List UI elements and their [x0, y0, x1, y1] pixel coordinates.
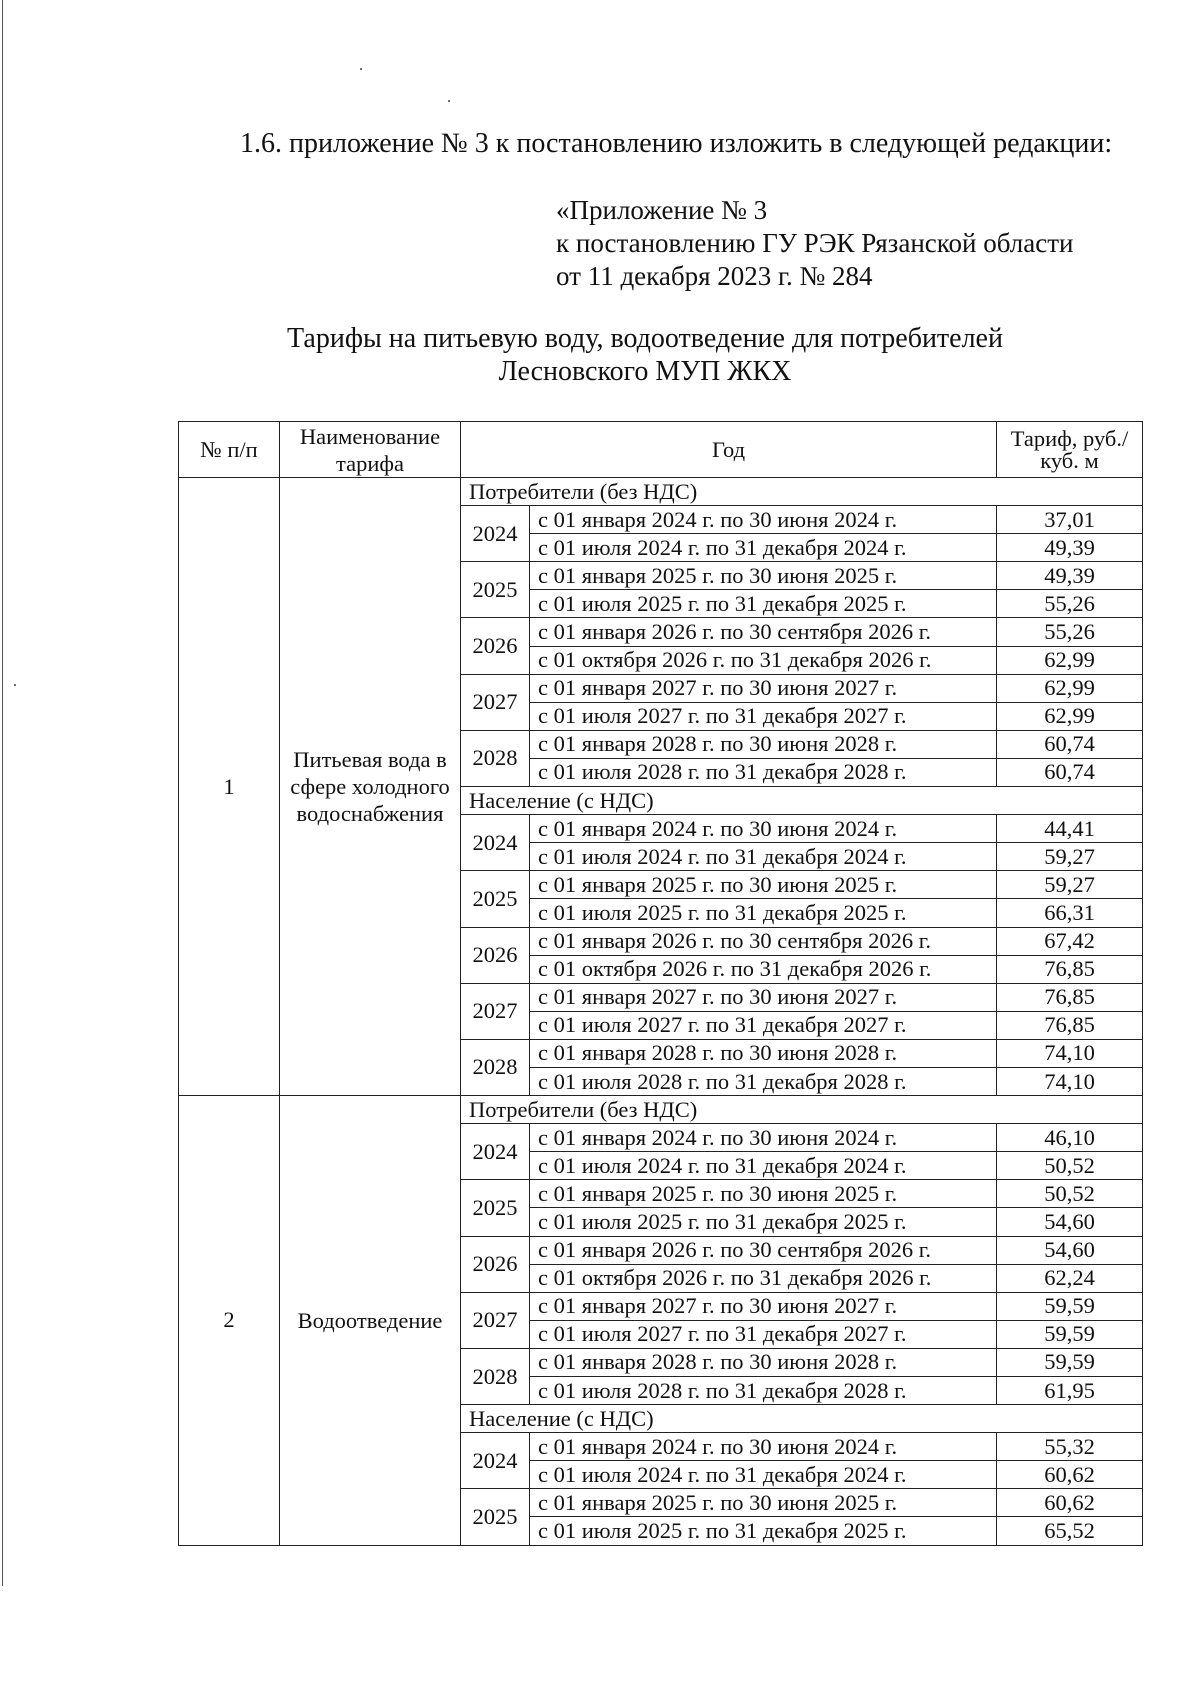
tariff-value-cell: 65,52 — [997, 1517, 1143, 1545]
period-cell: с 01 июля 2024 г. по 31 декабря 2024 г. — [530, 1461, 997, 1489]
tariff-value-cell: 60,62 — [997, 1461, 1143, 1489]
tariff-value-cell: 67,42 — [997, 927, 1143, 955]
period-cell: с 01 июля 2028 г. по 31 декабря 2028 г. — [530, 1067, 997, 1095]
tariff-value-cell: 60,74 — [997, 730, 1143, 758]
year-cell: 2026 — [461, 618, 530, 674]
row-number: 1 — [179, 478, 280, 1096]
period-cell: с 01 января 2024 г. по 30 июня 2024 г. — [530, 1433, 997, 1461]
table-header-row — [179, 422, 1143, 478]
scan-speck — [360, 68, 362, 70]
year-cell: 2027 — [461, 983, 530, 1039]
tariff-value-cell: 59,27 — [997, 843, 1143, 871]
year-cell: 2025 — [461, 871, 530, 927]
year-cell: 2028 — [461, 1039, 530, 1095]
tariff-value-cell: 76,85 — [997, 983, 1143, 1011]
tariff-name: Водоотведение — [280, 1096, 461, 1546]
consumer-group-label: Население (с НДС) — [461, 787, 1143, 815]
tariff-value-cell: 62,99 — [997, 674, 1143, 702]
year-cell: 2025 — [461, 1489, 530, 1545]
period-cell: с 01 июля 2024 г. по 31 декабря 2024 г. — [530, 534, 997, 562]
period-cell: с 01 января 2024 г. по 30 июня 2024 г. — [530, 815, 997, 843]
scan-edge-line — [2, 0, 3, 1700]
appendix-line-2: к постановлению ГУ РЭК Рязанской области — [556, 228, 1074, 258]
tariff-value-cell: 76,85 — [997, 1011, 1143, 1039]
period-cell: с 01 июля 2024 г. по 31 декабря 2024 г. — [530, 843, 997, 871]
tariff-value-cell: 59,27 — [997, 871, 1143, 899]
tariff-value-cell: 74,10 — [997, 1067, 1143, 1095]
year-cell: 2024 — [461, 1433, 530, 1489]
tariff-value-cell: 50,52 — [997, 1152, 1143, 1180]
tariff-value-cell: 55,26 — [997, 590, 1143, 618]
period-cell: с 01 января 2024 г. по 30 июня 2024 г. — [530, 506, 997, 534]
year-cell: 2028 — [461, 730, 530, 786]
period-cell: с 01 июля 2024 г. по 31 декабря 2024 г. — [530, 1152, 997, 1180]
period-cell: с 01 января 2028 г. по 30 июня 2028 г. — [530, 730, 997, 758]
tariff-value-cell: 60,74 — [997, 758, 1143, 786]
tariff-value-cell: 55,26 — [997, 618, 1143, 646]
period-cell: с 01 июля 2028 г. по 31 декабря 2028 г. — [530, 1377, 997, 1405]
document-title — [0, 322, 1200, 388]
tariff-value-cell: 60,62 — [997, 1489, 1143, 1517]
scan-speck — [14, 684, 16, 686]
period-cell: с 01 июля 2025 г. по 31 декабря 2025 г. — [530, 1208, 997, 1236]
tariff-value-cell: 59,59 — [997, 1320, 1143, 1348]
tariff-value-cell: 44,41 — [997, 815, 1143, 843]
tariff-value-cell: 49,39 — [997, 562, 1143, 590]
period-cell: с 01 января 2025 г. по 30 июня 2025 г. — [530, 1180, 997, 1208]
period-cell: с 01 января 2025 г. по 30 июня 2025 г. — [530, 871, 997, 899]
period-cell: с 01 июля 2025 г. по 31 декабря 2025 г. — [530, 899, 997, 927]
tariff-value-cell: 74,10 — [997, 1039, 1143, 1067]
period-cell: с 01 октября 2026 г. по 31 декабря 2026 г. — [530, 1264, 997, 1292]
tariff-value-cell: 62,99 — [997, 646, 1143, 674]
consumer-group-label: Население (с НДС) — [461, 1405, 1143, 1433]
tariff-value-cell: 61,95 — [997, 1377, 1143, 1405]
year-cell: 2028 — [461, 1348, 530, 1404]
period-cell: с 01 января 2027 г. по 30 июня 2027 г. — [530, 674, 997, 702]
appendix-line-1: «Приложение № 3 — [556, 195, 768, 225]
period-cell: с 01 января 2026 г. по 30 сентября 2026 г. — [530, 618, 997, 646]
year-cell: 2024 — [461, 1124, 530, 1180]
period-cell: с 01 января 2026 г. по 30 сентября 2026 г. — [530, 927, 997, 955]
tariff-name: Питьевая вода в сфере холодного водоснабжения — [280, 478, 461, 1096]
tariff-value-cell: 62,99 — [997, 702, 1143, 730]
appendix-reference — [556, 194, 1073, 293]
group-row — [179, 1096, 1143, 1124]
period-cell: с 01 июля 2025 г. по 31 декабря 2025 г. — [530, 1517, 997, 1545]
header-num: № п/п — [179, 422, 280, 478]
period-cell: с 01 июля 2027 г. по 31 декабря 2027 г. — [530, 1011, 997, 1039]
year-cell: 2027 — [461, 674, 530, 730]
consumer-group-label: Потребители (без НДС) — [461, 478, 1143, 506]
tariff-value-cell: 50,52 — [997, 1180, 1143, 1208]
period-cell: с 01 октября 2026 г. по 31 декабря 2026 г. — [530, 646, 997, 674]
tariff-value-cell: 54,60 — [997, 1236, 1143, 1264]
year-cell: 2026 — [461, 1236, 530, 1292]
tariff-value-cell: 37,01 — [997, 506, 1143, 534]
header-year: Год — [461, 422, 997, 478]
period-cell: с 01 января 2028 г. по 30 июня 2028 г. — [530, 1039, 997, 1067]
period-cell: с 01 июля 2027 г. по 31 декабря 2027 г. — [530, 1320, 997, 1348]
tariff-value-cell: 46,10 — [997, 1124, 1143, 1152]
period-cell: с 01 января 2027 г. по 30 июня 2027 г. — [530, 1292, 997, 1320]
period-cell: с 01 января 2025 г. по 30 июня 2025 г. — [530, 562, 997, 590]
tariff-value-cell: 59,59 — [997, 1348, 1143, 1376]
year-cell: 2025 — [461, 1180, 530, 1236]
period-cell: с 01 июля 2028 г. по 31 декабря 2028 г. — [530, 758, 997, 786]
period-cell: с 01 января 2025 г. по 30 июня 2025 г. — [530, 1489, 997, 1517]
title-line-2: Лесновского МУП ЖКХ — [498, 356, 792, 387]
period-cell: с 01 июля 2025 г. по 31 декабря 2025 г. — [530, 590, 997, 618]
year-cell: 2025 — [461, 562, 530, 618]
year-cell: 2024 — [461, 815, 530, 871]
header-tariff: Тариф, руб./куб. м — [997, 422, 1143, 478]
intro-paragraph: 1.6. приложение № 3 к постановлению изложить в следующей редакции: — [240, 128, 1113, 159]
tariff-table — [178, 421, 1143, 1546]
tariff-value-cell: 62,24 — [997, 1264, 1143, 1292]
header-name: Наименование тарифа — [280, 422, 461, 478]
year-cell: 2024 — [461, 506, 530, 562]
tariff-value-cell: 76,85 — [997, 955, 1143, 983]
tariff-value-cell: 55,32 — [997, 1433, 1143, 1461]
consumer-group-label: Потребители (без НДС) — [461, 1096, 1143, 1124]
tariff-value-cell: 54,60 — [997, 1208, 1143, 1236]
group-row — [179, 478, 1143, 506]
period-cell: с 01 января 2028 г. по 30 июня 2028 г. — [530, 1348, 997, 1376]
tariff-value-cell: 59,59 — [997, 1292, 1143, 1320]
row-number: 2 — [179, 1096, 280, 1546]
tariff-value-cell: 49,39 — [997, 534, 1143, 562]
period-cell: с 01 июля 2027 г. по 31 декабря 2027 г. — [530, 702, 997, 730]
page-bottom-margin — [0, 1586, 1200, 1700]
tariff-value-cell: 66,31 — [997, 899, 1143, 927]
scan-speck — [448, 100, 450, 102]
title-line-1: Тарифы на питьевую воду, водоотведение для потребителей — [287, 323, 1003, 354]
appendix-line-3: от 11 декабря 2023 г. № 284 — [556, 261, 873, 291]
period-cell: с 01 января 2027 г. по 30 июня 2027 г. — [530, 983, 997, 1011]
tariff-table-body — [179, 422, 1143, 1546]
period-cell: с 01 октября 2026 г. по 31 декабря 2026 г. — [530, 955, 997, 983]
period-cell: с 01 января 2024 г. по 30 июня 2024 г. — [530, 1124, 997, 1152]
period-cell: с 01 января 2026 г. по 30 сентября 2026 г. — [530, 1236, 997, 1264]
year-cell: 2027 — [461, 1292, 530, 1348]
year-cell: 2026 — [461, 927, 530, 983]
